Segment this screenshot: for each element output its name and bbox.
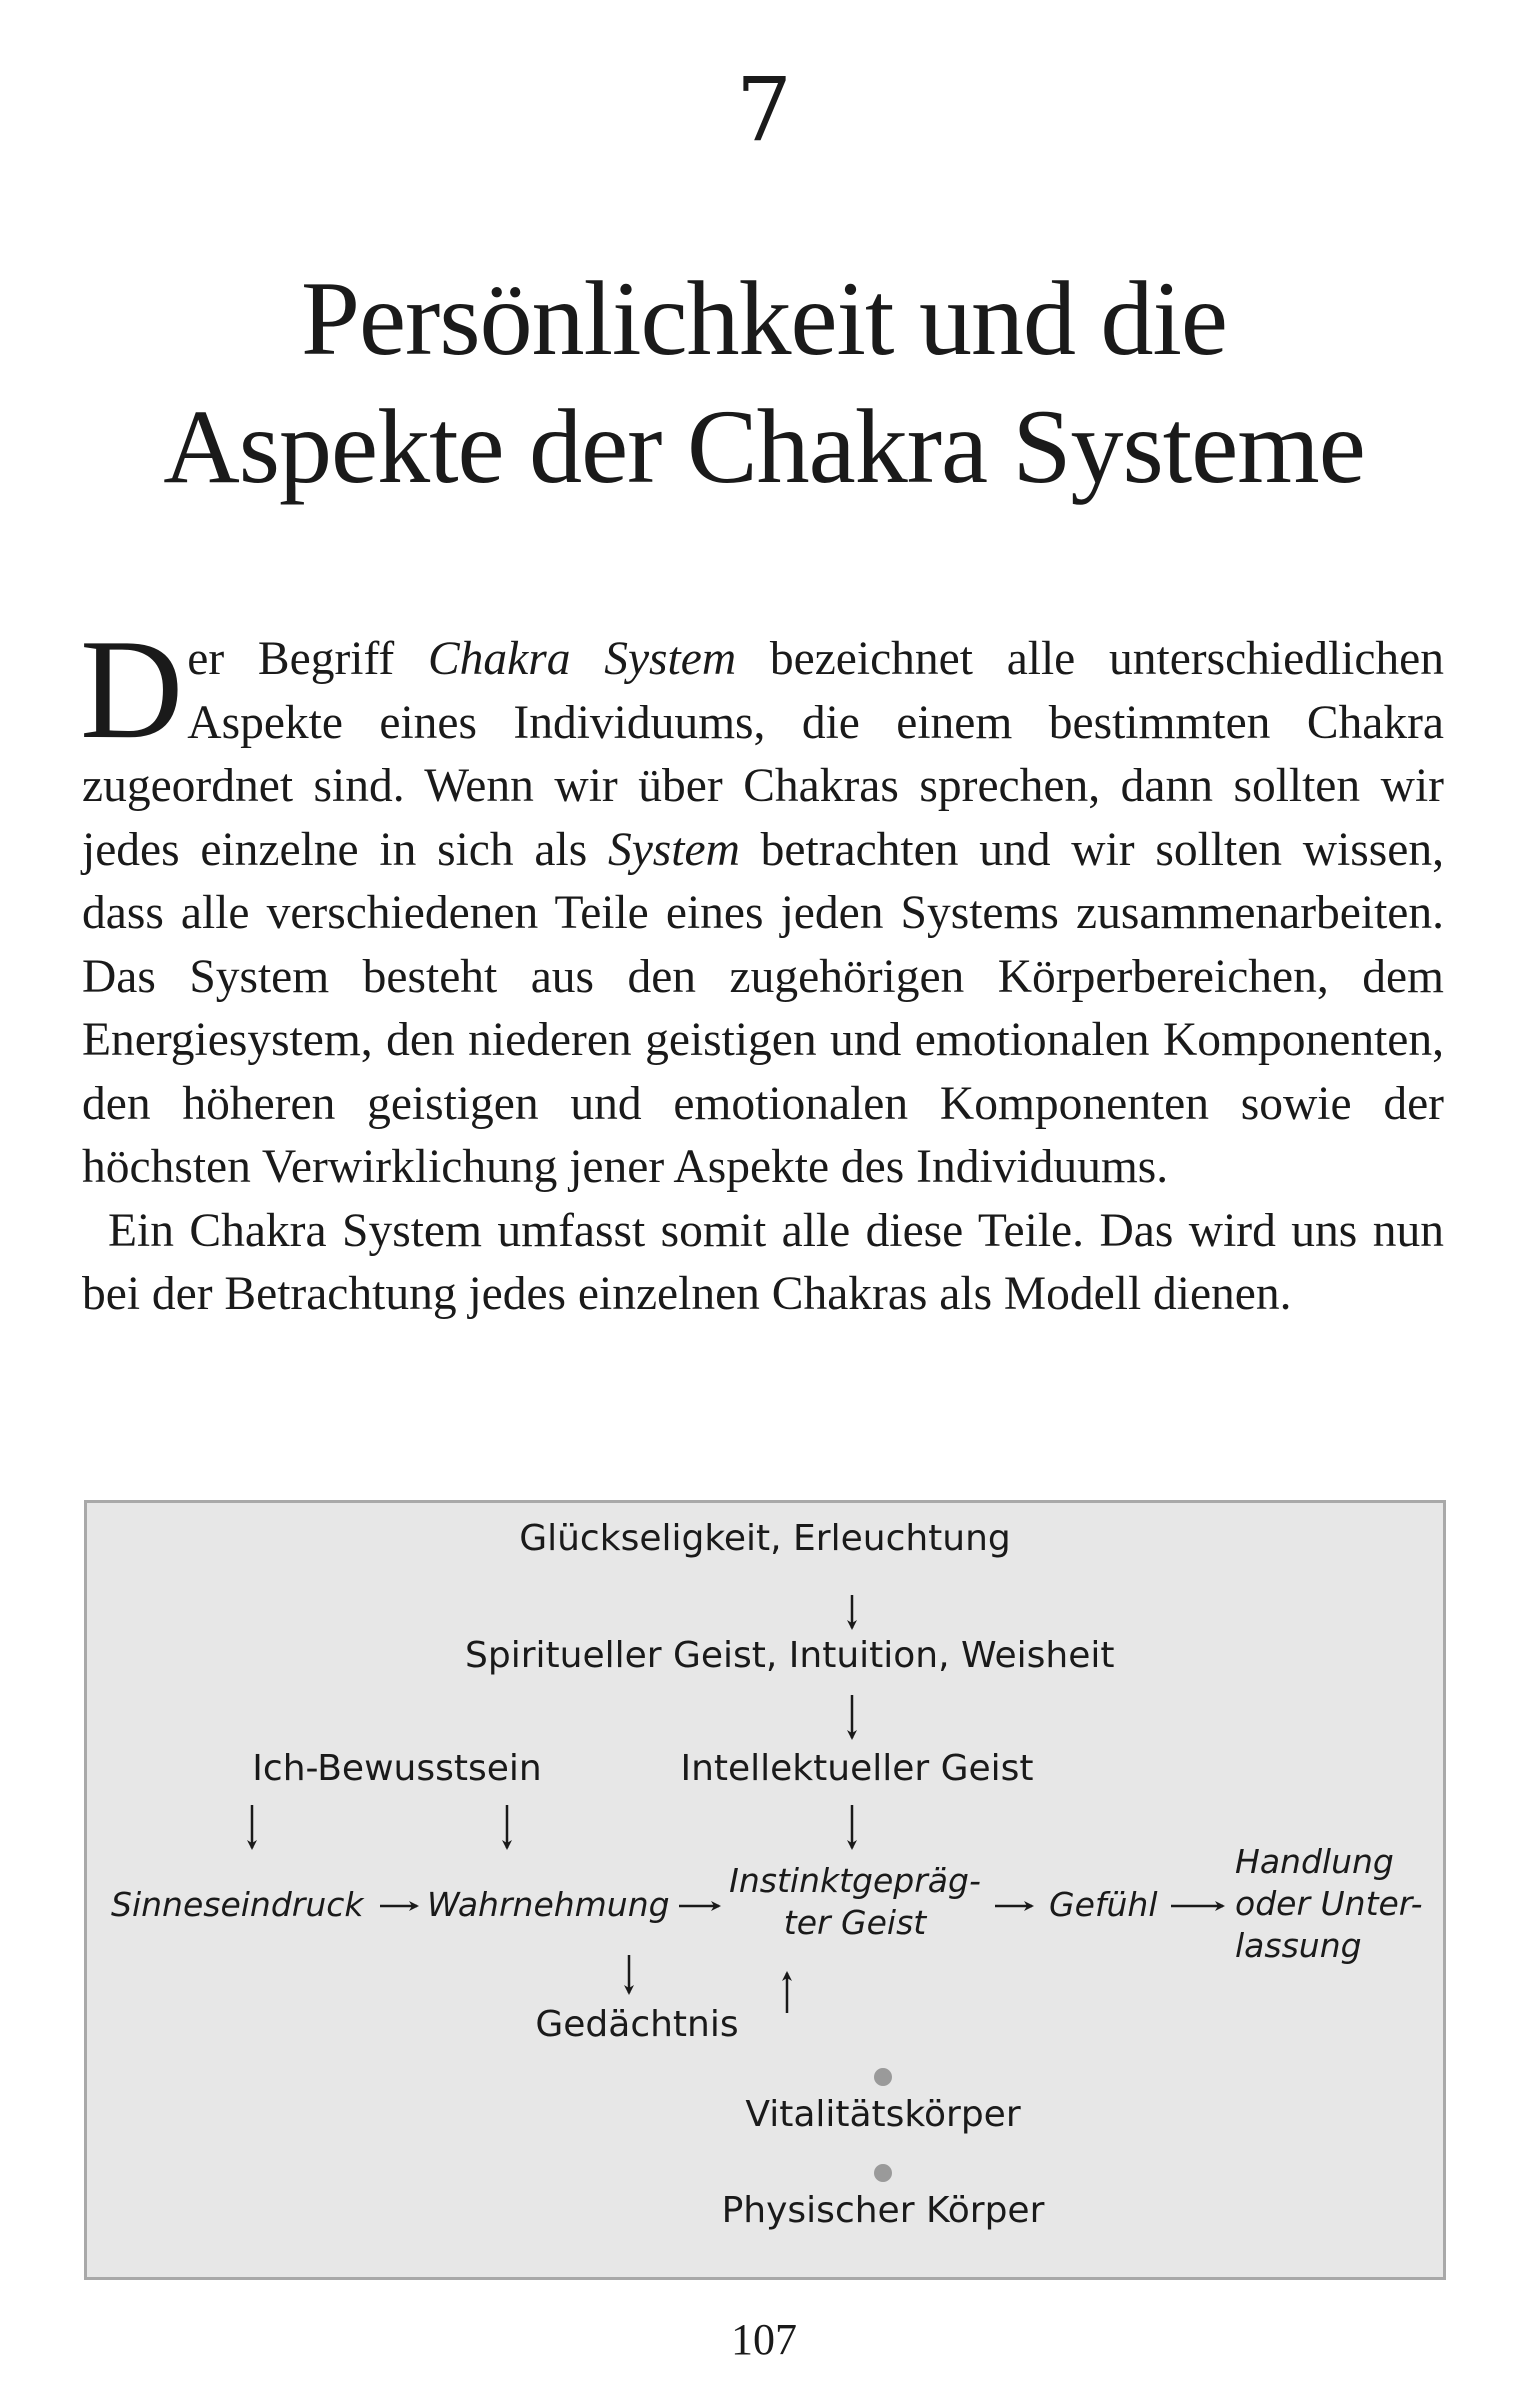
chapter-title [60, 255, 1468, 511]
chapter-title-line-2: Aspekte der Chakra Systeme [163, 388, 1365, 505]
label-instinct-line-2: ter Geist [783, 1903, 927, 1942]
term-chakra-system: Chakra System [427, 633, 737, 685]
label-action-line-1: Handlung [1235, 1842, 1394, 1881]
label-perception: Wahrnehmung [427, 1885, 670, 1924]
label-instinct [725, 1860, 985, 1944]
label-spiritual-mind: Spiritueller Geist, Intuition, Weisheit [465, 1635, 1115, 1676]
connector-dot-1 [874, 2068, 892, 2086]
label-physical-body: Physischer Körper [721, 2190, 1045, 2231]
label-sense-impression: Sinneseindruck [111, 1885, 364, 1924]
paragraph-1 [80, 610, 1444, 1200]
chakra-system-diagram [84, 1500, 1446, 2280]
label-instinct-line-1: Instinktgepräg- [729, 1861, 981, 1900]
page-number: 107 [731, 2315, 797, 2364]
label-intellect: Intellektueller Geist [680, 1748, 1034, 1789]
paragraph-2: Ein Chakra System umfasst somit alle diese Teile. Das wird uns nun bei der Betrachtung jedes einzelnen Chakras als Modell dienen. [82, 1204, 1444, 1320]
paragraph-1-text-c: betrachten und wir sollten wissen, dass alle verschiedenen Teile eines jeden Systems zusammenarbeiten. Das System besteht aus den zugehörigen Körperbereichen, dem Energiesystem, den niederen geistigen und emotionalen Komponenten, den höheren geistigen und emotionalen Komponenten sowie der höchsten Verwirklichung jener Aspekte des Individuums. [82, 823, 1444, 1193]
label-memory: Gedächtnis [535, 2004, 739, 2045]
chapter-number: 7 [736, 58, 792, 161]
connector-dot-2 [874, 2164, 892, 2182]
term-system: System [607, 823, 740, 876]
label-vital-body: Vitalitätskörper [745, 2094, 1021, 2135]
paragraph-1-text-b: bezeichnet alle unterschiedlichen Aspekte eines Individuums, die einem bestimmten Chakra zugeordnet sind. Wenn wir über Chakras sprechen, dann sollten wir jedes einzelne in sich als [82, 633, 1444, 876]
label-bliss: Glückseligkeit, Erleuchtung [519, 1518, 1011, 1559]
label-ego: Ich-Bewusstsein [252, 1748, 542, 1789]
chapter-title-line-1: Persönlichkeit und die [301, 260, 1227, 377]
body-text [80, 610, 1444, 1327]
label-action [1235, 1841, 1435, 1967]
drop-cap: D [80, 610, 184, 768]
label-action-line-3: lassung [1235, 1926, 1362, 1965]
label-feeling: Gefühl [1049, 1885, 1158, 1924]
paragraph-1-text-a: er Begriff [187, 633, 428, 685]
label-action-line-2: oder Unter- [1235, 1884, 1423, 1923]
